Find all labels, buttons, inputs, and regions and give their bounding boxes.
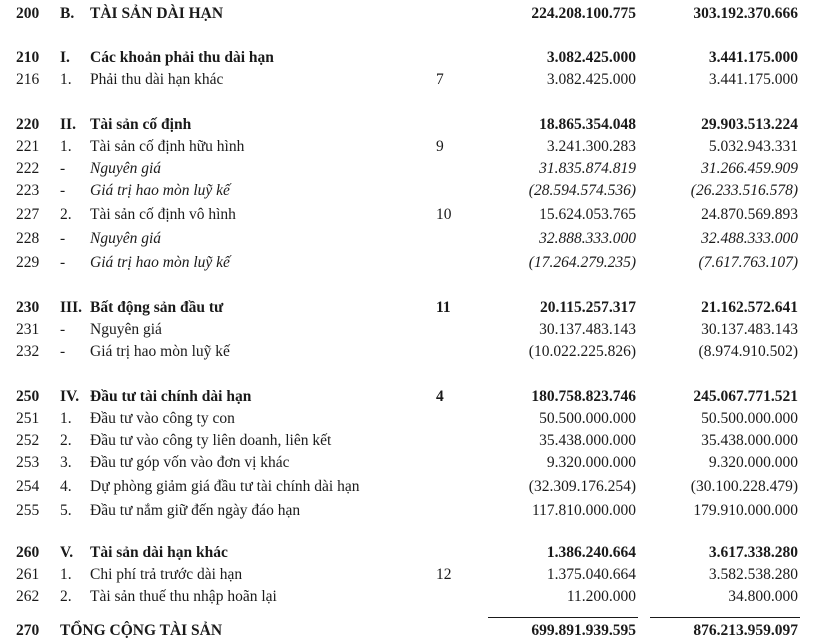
row-value-current: (17.264.279.235) (528, 254, 636, 271)
row-number: 5. (60, 502, 72, 519)
row-value-prior: (26.233.516.578) (690, 182, 798, 199)
row-value-prior: 30.137.483.143 (701, 321, 798, 338)
row-value-current: 117.810.000.000 (531, 502, 636, 519)
row-value-prior: (7.617.763.107) (698, 254, 798, 271)
row-value-prior: 303.192.370.666 (693, 5, 798, 22)
row-number: - (60, 321, 66, 338)
table-row (0, 319, 818, 341)
row-value-current: 15.624.053.765 (539, 206, 636, 223)
table-row (0, 252, 818, 274)
table-row (0, 297, 818, 319)
row-label: Phải thu dài hạn khác (90, 71, 224, 88)
row-note: 9 (436, 138, 444, 155)
row-value-prior: 876.213.959.097 (693, 622, 798, 639)
row-number: 1. (60, 410, 72, 427)
row-label: Dự phòng giảm giá đầu tư tài chính dài hạn (90, 478, 360, 495)
row-label: Đầu tư vào công ty con (90, 410, 235, 427)
row-label: TÀI SẢN DÀI HẠN (90, 5, 224, 22)
row-value-current: 20.115.257.317 (539, 299, 636, 316)
row-value-current: 224.208.100.775 (531, 5, 636, 22)
row-value-prior: 34.800.000 (728, 588, 798, 605)
row-value-current: 1.386.240.664 (546, 544, 636, 561)
row-code: 255 (16, 502, 40, 519)
row-code: 200 (16, 5, 40, 22)
row-number: - (60, 343, 66, 360)
row-code: 222 (16, 160, 40, 177)
row-value-current: 180.758.823.746 (531, 388, 636, 405)
row-code: 260 (16, 544, 40, 561)
row-code: 270 (16, 622, 40, 639)
row-number: 4. (60, 478, 72, 495)
row-value-current: 1.375.040.664 (546, 566, 636, 583)
row-label: Tài sản cố định hữu hình (90, 138, 245, 155)
row-value-current: 11.200.000 (566, 588, 636, 605)
row-number: IV. (60, 388, 80, 405)
table-row (0, 386, 818, 408)
row-number: 1. (60, 566, 72, 583)
row-number: 2. (60, 432, 72, 449)
row-code: 230 (16, 299, 40, 316)
row-value-prior: 5.032.943.331 (708, 138, 798, 155)
row-value-current: (10.022.225.826) (528, 343, 636, 360)
total-rule-col2 (650, 617, 800, 618)
row-code: 250 (16, 388, 40, 405)
row-number: - (60, 254, 66, 271)
table-row (0, 3, 818, 25)
row-number: I. (60, 49, 70, 66)
table-row (0, 228, 818, 250)
row-note: 10 (436, 206, 452, 223)
row-value-prior: 21.162.572.641 (701, 299, 798, 316)
row-number: B. (60, 5, 75, 22)
row-label: Giá trị hao mòn luỹ kế (90, 343, 230, 360)
row-code: 261 (16, 566, 40, 583)
table-row (0, 476, 818, 498)
table-row (0, 500, 818, 522)
row-code: 262 (16, 588, 40, 605)
table-row (0, 158, 818, 180)
row-value-current: 699.891.939.595 (531, 622, 636, 639)
row-value-prior: 31.266.459.909 (701, 160, 798, 177)
row-number: 3. (60, 454, 72, 471)
row-value-current: (32.309.176.254) (528, 478, 636, 495)
row-label: Tài sản dài hạn khác (90, 544, 228, 561)
row-value-current: 3.082.425.000 (546, 49, 636, 66)
row-label: Giá trị hao mòn luỹ kế (90, 254, 230, 271)
table-row (0, 47, 818, 69)
table-row (0, 204, 818, 226)
row-label: Nguyên giá (90, 321, 162, 338)
row-value-prior: 50.500.000.000 (701, 410, 798, 427)
row-value-current: 50.500.000.000 (539, 410, 636, 427)
row-label: Đầu tư nắm giữ đến ngày đáo hạn (90, 502, 301, 519)
table-row (0, 430, 818, 452)
row-value-current: 9.320.000.000 (546, 454, 636, 471)
row-number: - (60, 182, 66, 199)
row-value-prior: 24.870.569.893 (701, 206, 798, 223)
row-code: 221 (16, 138, 40, 155)
table-row (0, 542, 818, 564)
row-label: Đầu tư tài chính dài hạn (90, 388, 252, 405)
row-value-prior: 179.910.000.000 (693, 502, 798, 519)
table-row (0, 136, 818, 158)
row-code: 252 (16, 432, 40, 449)
row-label: Đầu tư vào công ty liên doanh, liên kết (90, 432, 332, 449)
row-code: 227 (16, 206, 40, 223)
table-row (0, 452, 818, 474)
row-value-prior: 3.441.175.000 (708, 71, 798, 88)
row-code: 210 (16, 49, 40, 66)
table-row (0, 564, 818, 586)
row-label: Giá trị hao mòn luỹ kế (90, 182, 230, 199)
row-number: 2. (60, 206, 72, 223)
row-code: 216 (16, 71, 40, 88)
row-code: 253 (16, 454, 40, 471)
row-code: 231 (16, 321, 40, 338)
row-label: Chi phí trả trước dài hạn (90, 566, 243, 583)
row-code: 220 (16, 116, 40, 133)
row-value-current: (28.594.574.536) (528, 182, 636, 199)
row-number: III. (60, 299, 82, 316)
row-value-current: 3.082.425.000 (546, 71, 636, 88)
row-value-current: 32.888.333.000 (539, 230, 636, 247)
row-code: 254 (16, 478, 40, 495)
row-label: Đầu tư góp vốn vào đơn vị khác (90, 454, 290, 471)
row-code: 228 (16, 230, 40, 247)
table-row (0, 620, 818, 642)
table-row (0, 341, 818, 363)
row-number: 1. (60, 138, 72, 155)
row-value-prior: 35.438.000.000 (701, 432, 798, 449)
row-number: - (60, 160, 66, 177)
row-value-prior: (8.974.910.502) (698, 343, 798, 360)
row-label: TỔNG CỘNG TÀI SẢN (60, 622, 223, 639)
row-code: 229 (16, 254, 40, 271)
row-note: 4 (436, 388, 444, 405)
row-value-current: 35.438.000.000 (539, 432, 636, 449)
row-number: - (60, 230, 66, 247)
row-label: Nguyên giá (90, 230, 162, 247)
row-value-prior: 3.582.538.280 (708, 566, 798, 583)
table-row (0, 586, 818, 608)
row-value-prior: 3.617.338.280 (708, 544, 798, 561)
row-code: 232 (16, 343, 40, 360)
row-note: 12 (436, 566, 452, 583)
row-value-prior: 29.903.513.224 (701, 116, 798, 133)
row-value-prior: (30.100.228.479) (690, 478, 798, 495)
row-value-current: 30.137.483.143 (539, 321, 636, 338)
row-value-current: 18.865.354.048 (539, 116, 636, 133)
row-number: 1. (60, 71, 72, 88)
row-note: 11 (436, 299, 451, 316)
row-label: Tài sản cố định vô hình (90, 206, 236, 223)
row-number: V. (60, 544, 74, 561)
row-number: II. (60, 116, 76, 133)
row-label: Tài sản cố định (90, 116, 192, 133)
row-value-prior: 3.441.175.000 (708, 49, 798, 66)
table-row (0, 180, 818, 202)
total-rule-col1 (488, 617, 638, 618)
row-value-prior: 32.488.333.000 (701, 230, 798, 247)
row-label: Bất động sản đầu tư (90, 299, 224, 316)
table-row (0, 408, 818, 430)
row-label: Tài sản thuế thu nhập hoãn lại (90, 588, 277, 605)
row-value-prior: 9.320.000.000 (708, 454, 798, 471)
row-label: Nguyên giá (90, 160, 162, 177)
row-number: 2. (60, 588, 72, 605)
row-note: 7 (436, 71, 444, 88)
table-row (0, 69, 818, 91)
row-label: Các khoản phải thu dài hạn (90, 49, 274, 66)
row-value-current: 3.241.300.283 (546, 138, 636, 155)
row-value-current: 31.835.874.819 (539, 160, 636, 177)
row-code: 251 (16, 410, 40, 427)
table-row (0, 114, 818, 136)
row-value-prior: 245.067.771.521 (693, 388, 798, 405)
row-code: 223 (16, 182, 40, 199)
